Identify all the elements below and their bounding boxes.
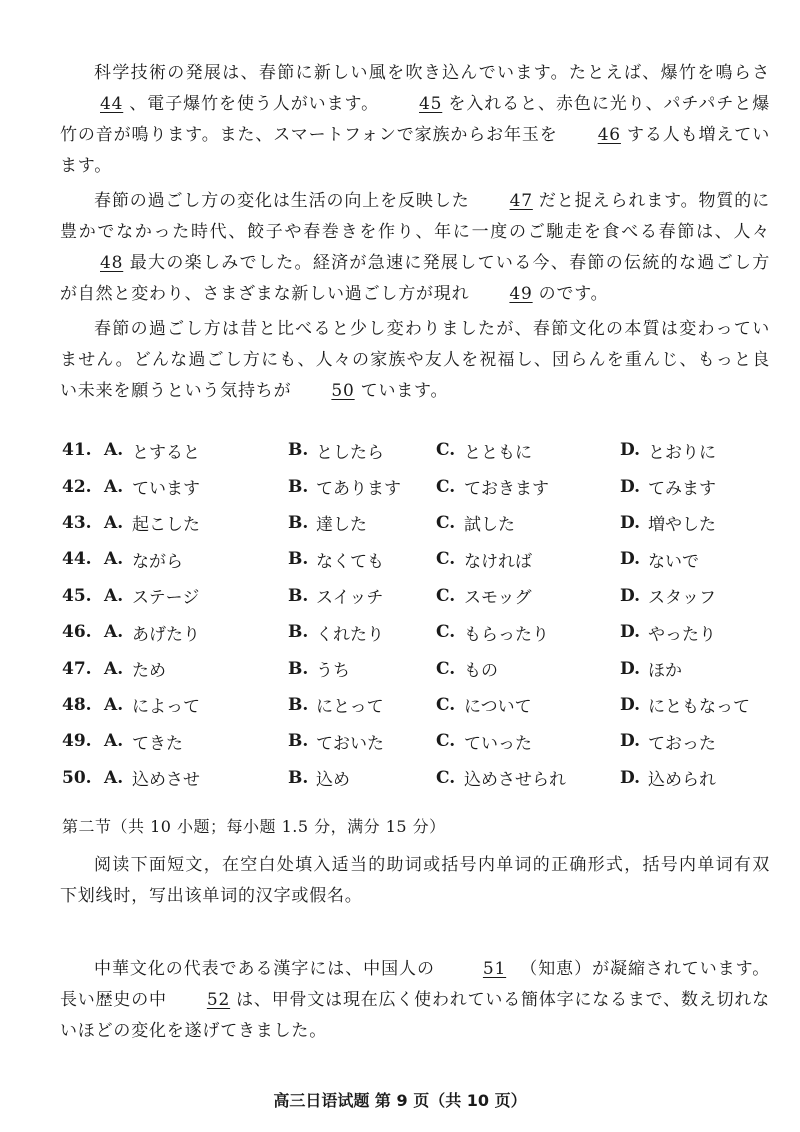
text: する人も増えています。: [60, 125, 770, 176]
option-letter: C.: [436, 549, 456, 570]
option-text: 増やした: [648, 515, 716, 536]
option-d: [620, 692, 762, 717]
question-number: 50.: [62, 767, 92, 788]
question-row: [62, 468, 762, 504]
option-b: [288, 765, 436, 790]
text: 科学技術の発展は、春節に新しい風を吹き込んでいます。たとえば、爆竹を鳴らさ: [94, 63, 770, 83]
option-c: [436, 510, 620, 535]
option-text: とともに: [464, 442, 532, 463]
option-text: ておった: [648, 733, 716, 754]
option-letter: B.: [288, 585, 309, 606]
option-letter: B.: [288, 694, 309, 715]
option-text: ています: [132, 479, 200, 500]
blank-51: 51: [482, 959, 507, 979]
option-letter: A.: [104, 767, 124, 788]
option-letter: C.: [436, 512, 456, 533]
question-number: 46.: [62, 622, 92, 643]
passage1-paragraph1: [60, 58, 770, 182]
option-d: [620, 729, 762, 754]
option-letter: D.: [620, 622, 641, 643]
option-letter: C.: [436, 440, 456, 461]
option-text: ため: [132, 661, 166, 682]
option-c: [436, 438, 620, 463]
question-row: [62, 723, 762, 759]
question-number: 41.: [62, 440, 92, 461]
option-c: [436, 547, 620, 572]
option-d: [620, 547, 762, 572]
blank-46: 46: [597, 125, 621, 145]
option-text: とおりに: [648, 442, 716, 463]
blank-44: 44: [100, 94, 124, 114]
option-text: 込めさせられ: [464, 770, 566, 791]
option-text: 込められ: [648, 770, 716, 791]
option-text: スイッチ: [316, 588, 384, 609]
option-letter: B.: [288, 476, 309, 497]
option-b: [288, 547, 436, 572]
option-text: ておいた: [316, 733, 384, 754]
text: を入れると、赤色に光り、パチパチと爆竹の音が鳴ります。また、スマートフォンで家族からお年玉を: [60, 94, 770, 145]
text: 、電子爆竹を使う人がいます。: [129, 94, 380, 114]
option-d: [620, 656, 762, 681]
option-text: ながら: [132, 551, 183, 572]
option-letter: A.: [104, 731, 124, 752]
option-letter: C.: [436, 731, 456, 752]
option-letter: C.: [436, 694, 456, 715]
option-text: やったり: [648, 624, 716, 645]
option-letter: D.: [620, 767, 641, 788]
option-b: [288, 583, 436, 608]
blank-49: 49: [509, 284, 533, 304]
option-letter: D.: [620, 549, 641, 570]
option-text: ておきます: [464, 479, 549, 500]
option-text: てきた: [132, 733, 183, 754]
option-c: [436, 474, 620, 499]
blank-50: 50: [331, 381, 355, 401]
option-text: としたら: [316, 442, 384, 463]
option-text: もらったり: [464, 624, 549, 645]
option-text: とすると: [132, 442, 200, 463]
option-letter: C.: [436, 622, 456, 643]
option-c: [436, 656, 620, 681]
option-c: [436, 692, 620, 717]
text: （知恵）が凝縮されています。長い歴史の中: [60, 959, 770, 1010]
option-text: ないで: [648, 551, 699, 572]
question-number: 45.: [62, 585, 92, 606]
option-text: 込め: [316, 770, 350, 791]
option-a: [104, 656, 288, 681]
option-letter: A.: [104, 549, 124, 570]
option-text: あげたり: [132, 624, 200, 645]
option-text: なくても: [316, 551, 384, 572]
option-d: [620, 510, 762, 535]
text: ています。: [360, 381, 449, 401]
option-letter: B.: [288, 622, 309, 643]
question-number: 42.: [62, 476, 92, 497]
option-letter: A.: [104, 440, 124, 461]
text: は、甲骨文は現在広く使われている簡体字になるまで、数え切れないほどの変化を遂げてきました。: [60, 990, 770, 1041]
option-letter: C.: [436, 476, 456, 497]
option-text: について: [464, 697, 532, 718]
option-b: [288, 510, 436, 535]
option-letter: D.: [620, 440, 641, 461]
option-b: [288, 692, 436, 717]
question-number: 49.: [62, 731, 92, 752]
option-text: によって: [132, 697, 200, 718]
option-c: [436, 765, 620, 790]
text: 春節の過ごし方は昔と比べると少し変わりましたが、春節文化の本質は変わっていません。どんな過ごし方にも、人々の家族や友人を祝福し、団らんを重んじ、もっと良い未来を願うという気持ちが: [60, 319, 770, 401]
text: 春節の過ごし方の変化は生活の向上を反映した: [94, 191, 470, 211]
option-letter: A.: [104, 622, 124, 643]
section2-instructions: 阅读下面短文，在空白处填入适当的助词或括号内单词的正确形式，括号内单词有双下划线时，写出该单词的汉字或假名。: [60, 855, 770, 906]
option-text: うち: [316, 661, 350, 682]
option-text: くれたり: [316, 624, 384, 645]
option-d: [620, 474, 762, 499]
option-a: [104, 692, 288, 717]
option-b: [288, 656, 436, 681]
option-a: [104, 510, 288, 535]
blank-48: 48: [100, 253, 124, 273]
option-letter: B.: [288, 731, 309, 752]
option-text: にともなって: [648, 697, 750, 718]
option-letter: D.: [620, 658, 641, 679]
option-a: [104, 474, 288, 499]
option-letter: D.: [620, 731, 641, 752]
question-row: [62, 541, 762, 577]
option-b: [288, 438, 436, 463]
option-letter: D.: [620, 694, 641, 715]
passage1-paragraph3: [60, 314, 770, 407]
options-list: [62, 432, 762, 796]
option-letter: A.: [104, 512, 124, 533]
option-text: スモッグ: [464, 588, 532, 609]
option-letter: C.: [436, 585, 456, 606]
section2-title: 第二节（共 10 小题；每小题 1.5 分，满分 15 分）: [62, 817, 446, 836]
question-number: 47.: [62, 658, 92, 679]
option-c: [436, 583, 620, 608]
option-letter: B.: [288, 658, 309, 679]
option-letter: A.: [104, 585, 124, 606]
option-letter: B.: [288, 767, 309, 788]
text: 中華文化の代表である漢字には、中国人の: [94, 959, 435, 979]
blank-47: 47: [509, 191, 533, 211]
option-text: にとって: [316, 697, 384, 718]
option-text: 試した: [464, 515, 515, 536]
blank-45: 45: [419, 94, 443, 114]
option-letter: C.: [436, 658, 456, 679]
option-text: 達した: [316, 515, 367, 536]
option-letter: B.: [288, 512, 309, 533]
question-row: [62, 432, 762, 468]
option-letter: C.: [436, 767, 456, 788]
question-number: 44.: [62, 549, 92, 570]
option-letter: A.: [104, 476, 124, 497]
option-a: [104, 620, 288, 645]
option-letter: D.: [620, 512, 641, 533]
option-b: [288, 729, 436, 754]
option-a: [104, 547, 288, 572]
passage1-paragraph2: [60, 186, 770, 310]
option-a: [104, 583, 288, 608]
option-c: [436, 729, 620, 754]
question-number: 43.: [62, 512, 92, 533]
option-d: [620, 765, 762, 790]
option-text: 起こした: [132, 515, 200, 536]
page-footer: 高三日语试题 第 9 页（共 10 页）: [273, 1091, 527, 1110]
text: だと捉えられます。物質的に豊かでなかった時代、餃子や春巻きを作り、年に一度のご馳走を食べる春節は、人々: [60, 191, 770, 242]
option-letter: B.: [288, 440, 309, 461]
option-text: てみます: [648, 479, 716, 500]
option-text: ほか: [648, 661, 682, 682]
option-d: [620, 438, 762, 463]
passage2-paragraph: [60, 954, 770, 1047]
question-row: [62, 578, 762, 614]
option-text: スタッフ: [648, 588, 716, 609]
option-d: [620, 583, 762, 608]
option-a: [104, 765, 288, 790]
option-b: [288, 620, 436, 645]
question-number: 48.: [62, 694, 92, 715]
option-letter: D.: [620, 585, 641, 606]
option-letter: B.: [288, 549, 309, 570]
option-text: 込めさせ: [132, 770, 200, 791]
option-text: もの: [464, 661, 498, 682]
question-row: [62, 760, 762, 796]
option-text: ステージ: [132, 588, 200, 609]
option-d: [620, 620, 762, 645]
question-row: [62, 650, 762, 686]
option-letter: A.: [104, 658, 124, 679]
option-text: てあります: [316, 479, 401, 500]
option-letter: A.: [104, 694, 124, 715]
option-a: [104, 729, 288, 754]
question-row: [62, 505, 762, 541]
option-text: ていった: [464, 733, 532, 754]
option-b: [288, 474, 436, 499]
blank-52: 52: [206, 990, 231, 1010]
option-c: [436, 620, 620, 645]
question-row: [62, 687, 762, 723]
text: のです。: [538, 284, 609, 304]
option-a: [104, 438, 288, 463]
option-letter: D.: [620, 476, 641, 497]
option-text: なければ: [464, 551, 532, 572]
question-row: [62, 614, 762, 650]
text: 最大の楽しみでした。経済が急速に発展している今、春節の伝統的な過ごし方が自然と変わり、さまざまな新しい過ごし方が現れ: [60, 253, 770, 304]
